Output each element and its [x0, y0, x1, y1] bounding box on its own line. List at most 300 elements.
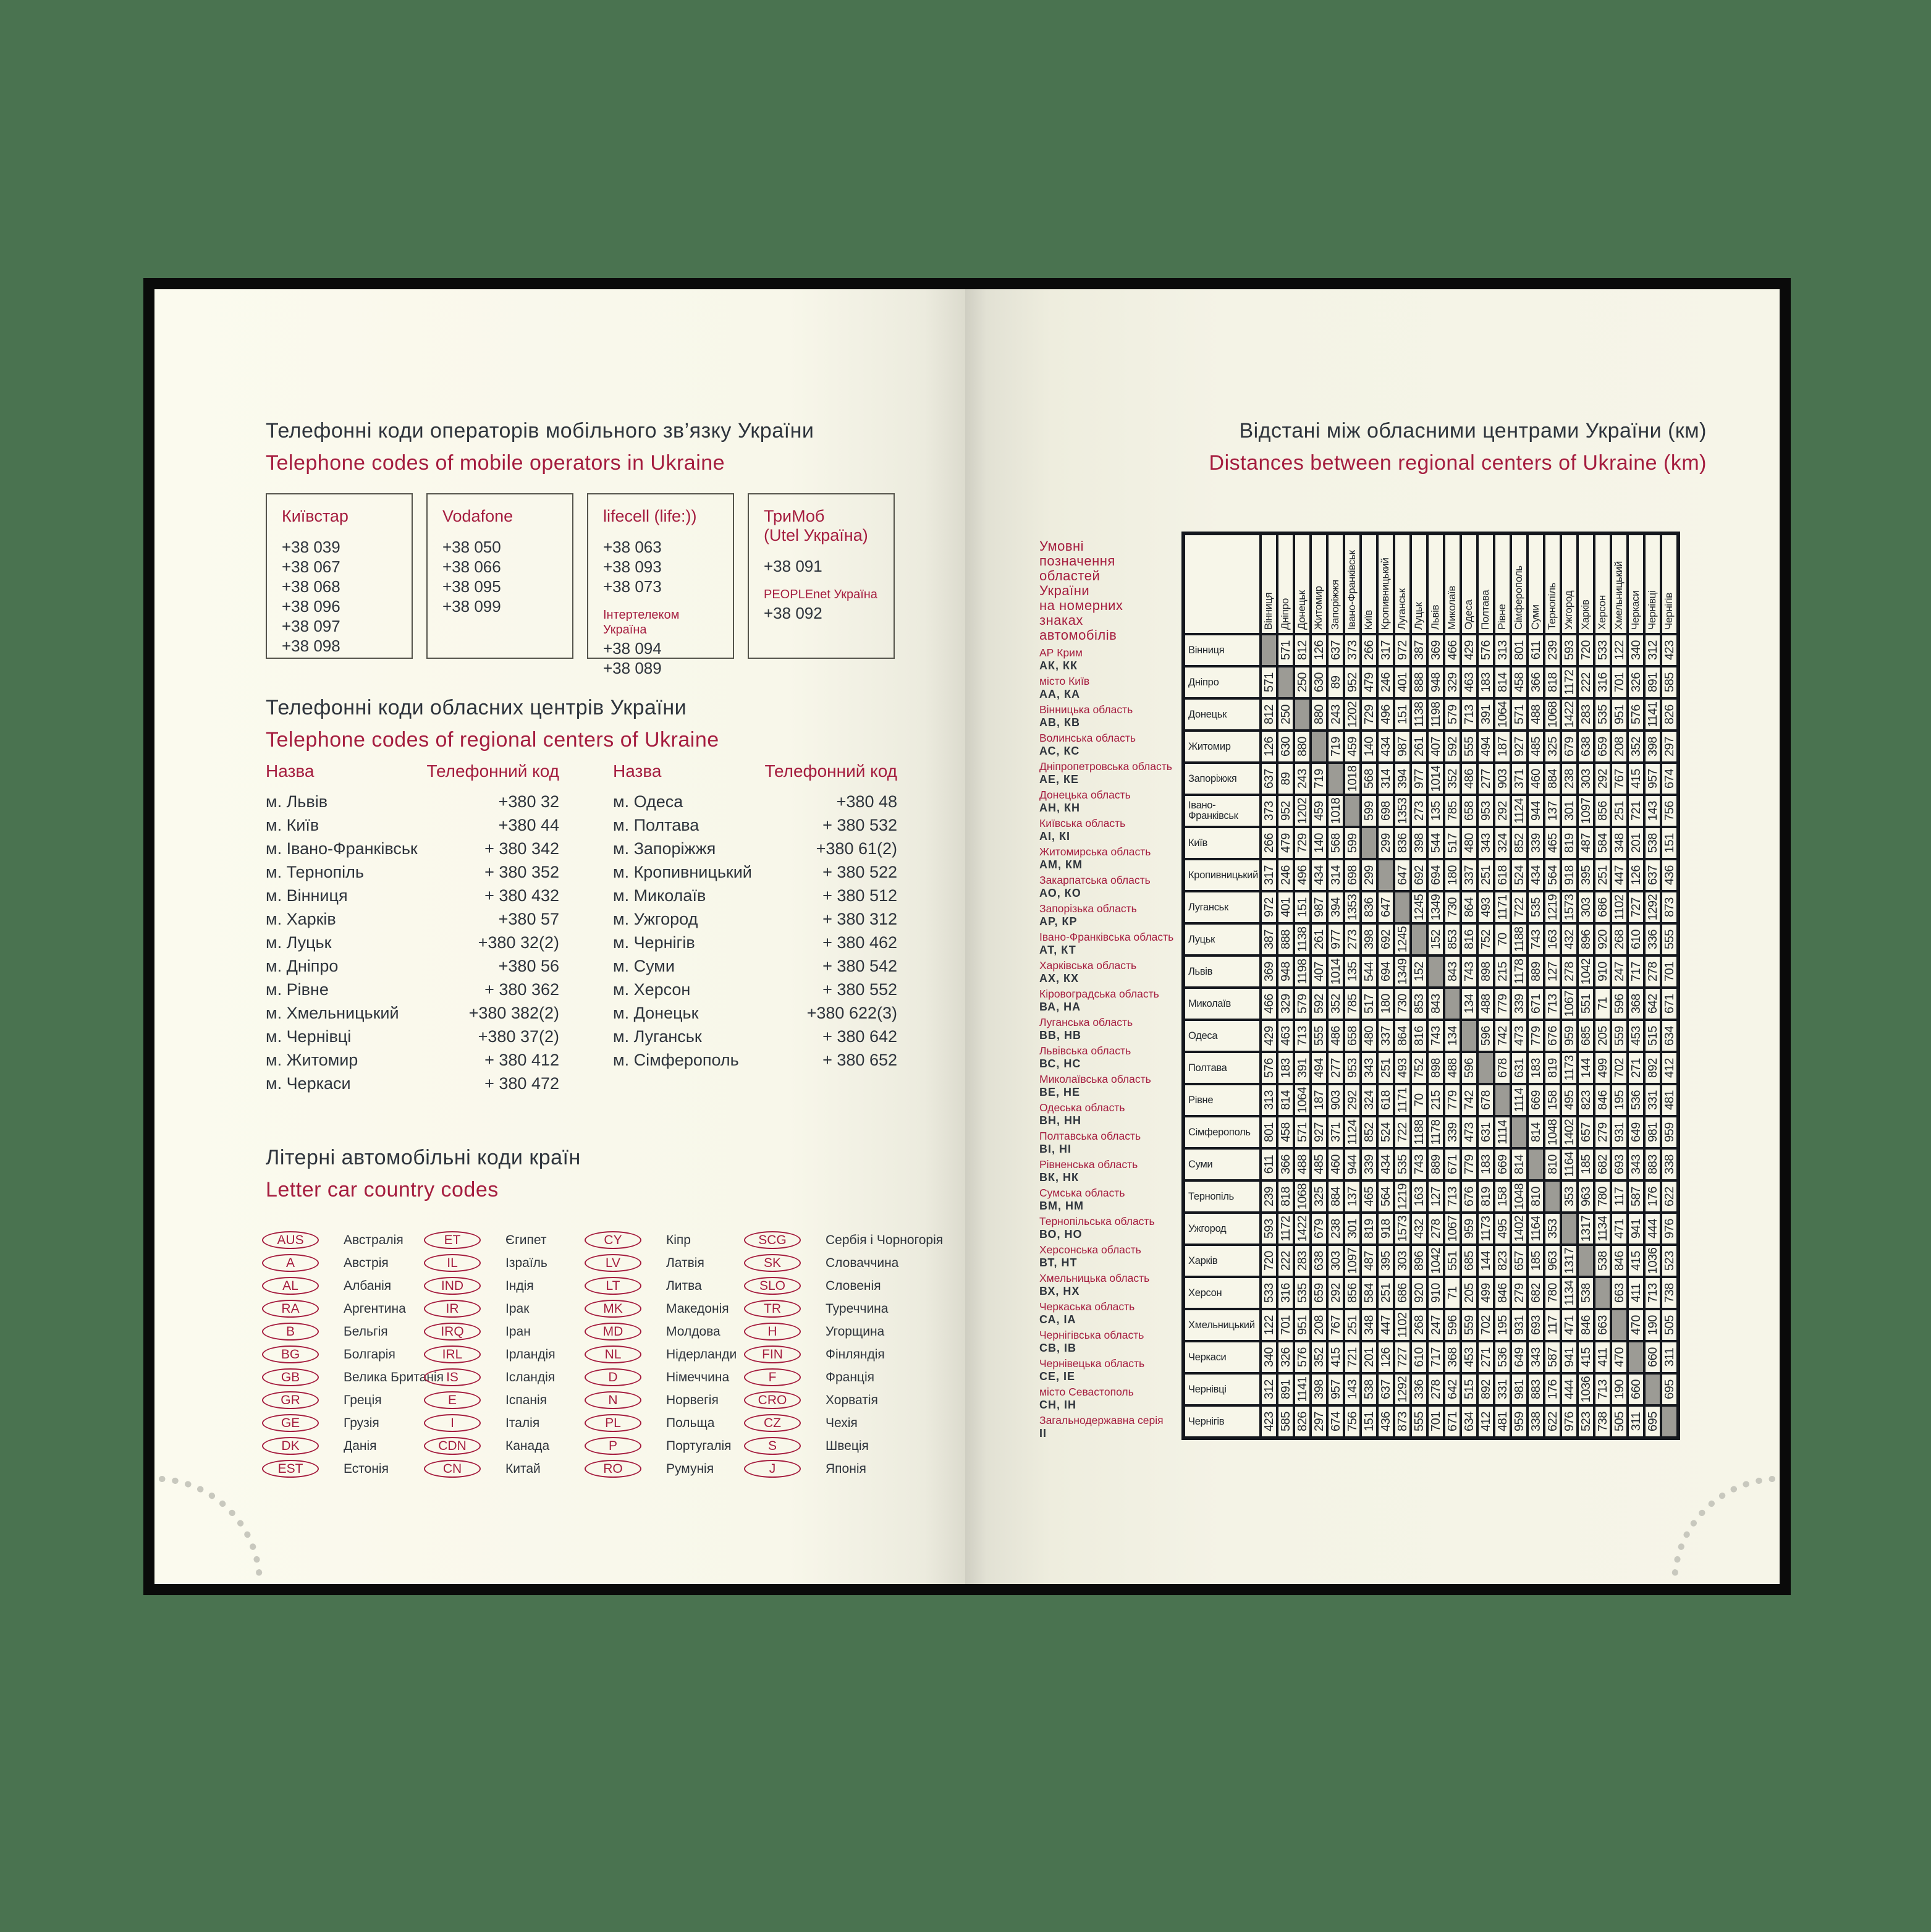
distance-cell	[1662, 1310, 1676, 1340]
distance-value: 963	[1545, 1251, 1560, 1271]
distance-value: 685	[1579, 1026, 1593, 1046]
operator-prefix: +38 068	[282, 577, 340, 596]
distance-value: 151	[1295, 897, 1309, 917]
distance-value: 722	[1512, 897, 1526, 917]
distance-value: 826	[1662, 705, 1676, 724]
distance-value: 1138	[1412, 701, 1426, 727]
car-code-row	[424, 1297, 556, 1320]
distance-value: 695	[1662, 1379, 1676, 1399]
distance-value: 1036	[1579, 1376, 1593, 1403]
car-code-row	[585, 1274, 737, 1297]
distance-value: 682	[1529, 1283, 1543, 1303]
distance-cell	[1429, 1278, 1443, 1308]
distance-cell	[1379, 635, 1393, 665]
distance-value: 329	[1445, 672, 1460, 692]
country-name: Бельгія	[344, 1324, 388, 1339]
distance-cell	[1595, 732, 1610, 761]
city-name: м. Луганськ	[613, 1027, 702, 1046]
plate-region-name: Івано-Франківська область	[1039, 931, 1174, 943]
distance-value: 892	[1646, 1058, 1660, 1078]
distance-value: 555	[1312, 1026, 1326, 1046]
distance-cell	[1662, 796, 1676, 826]
distance-cell	[1429, 1053, 1443, 1083]
plate-legend-item	[1039, 845, 1194, 874]
plate-legend-item	[1039, 1414, 1194, 1443]
distance-value: 261	[1312, 930, 1326, 949]
distance-value: 952	[1278, 801, 1293, 821]
distance-cell	[1662, 1407, 1676, 1436]
regional-code-row	[266, 1027, 559, 1051]
distance-value: 599	[1362, 801, 1376, 821]
distance-value: 126	[1262, 737, 1276, 756]
distance-cell	[1646, 635, 1660, 665]
distance-cell	[1479, 828, 1493, 858]
distance-cell	[1345, 1310, 1359, 1340]
distance-value: 353	[1562, 1187, 1576, 1206]
distance-cell	[1595, 989, 1610, 1019]
distance-value: 326	[1629, 672, 1643, 692]
distance-cell	[1595, 764, 1610, 794]
distance-cell	[1312, 925, 1326, 954]
distance-value: 538	[1646, 833, 1660, 853]
distance-value: 1573	[1395, 1215, 1409, 1242]
plate-region-codes: АХ, КХ	[1039, 972, 1079, 985]
city-code: +380 61(2)	[816, 839, 897, 858]
distance-value: 816	[1412, 1026, 1426, 1046]
distance-column-header-label: Луцьк	[1412, 602, 1424, 630]
distance-value: 126	[1379, 1347, 1393, 1367]
distance-value: 250	[1278, 705, 1293, 724]
distance-cell	[1445, 1085, 1460, 1115]
distance-cell	[1579, 828, 1593, 858]
plate-region-name: Дніпропетровська область	[1039, 760, 1172, 773]
plate-region-name: Харківська область	[1039, 959, 1137, 972]
distance-cell	[1278, 635, 1293, 665]
distance-cell	[1612, 1150, 1626, 1179]
city-code: + 380 522	[822, 863, 897, 881]
distance-cell	[1445, 1375, 1460, 1404]
country-name: Ізраїль	[505, 1255, 547, 1270]
distance-cell	[1278, 1182, 1293, 1211]
distance-value: 126	[1312, 640, 1326, 660]
distance-value: 544	[1362, 962, 1376, 981]
distance-cell	[1262, 1246, 1276, 1276]
distance-value: 70	[1412, 1093, 1426, 1107]
distance-cell	[1662, 1342, 1676, 1372]
city-code: + 380 472	[484, 1074, 559, 1093]
distance-value: 533	[1595, 640, 1610, 660]
distance-cell	[1612, 1407, 1626, 1436]
header-code: Телефонний код	[764, 761, 897, 781]
country-name: Фінляндія	[826, 1347, 885, 1362]
distance-value: 810	[1545, 1155, 1560, 1174]
distance-value: 920	[1595, 930, 1610, 949]
city-code: + 380 552	[822, 980, 897, 999]
distance-value: 487	[1579, 833, 1593, 853]
distance-value: 779	[1529, 1026, 1543, 1046]
distance-value: 856	[1345, 1283, 1359, 1303]
distance-value: 479	[1362, 672, 1376, 692]
distance-value: 352	[1312, 1347, 1326, 1367]
distance-cell	[1262, 764, 1276, 794]
plate-region-name: місто Севастополь	[1039, 1386, 1134, 1398]
distance-cell	[1362, 957, 1376, 986]
distance-value: 920	[1412, 1283, 1426, 1303]
distance-value: 852	[1512, 833, 1526, 853]
plate-region-codes: ВО, НО	[1039, 1228, 1083, 1240]
distance-value: 596	[1479, 1026, 1493, 1046]
regional-code-row	[613, 1027, 897, 1051]
distance-value: 1102	[1612, 894, 1626, 920]
plate-region-codes: ВІ, НІ	[1039, 1143, 1072, 1155]
distance-value: 743	[1529, 930, 1543, 949]
distance-cell	[1495, 667, 1510, 697]
distance-cell	[1462, 1246, 1476, 1276]
distance-cell	[1429, 1021, 1443, 1051]
distance-value: 953	[1345, 1058, 1359, 1078]
distance-cell	[1646, 732, 1660, 761]
distance-cell	[1562, 732, 1576, 761]
country-code-badge: GB	[262, 1368, 319, 1386]
distance-cell	[1462, 667, 1476, 697]
operator-title-line: ТриМоб	[764, 507, 825, 525]
country-code-badge: E	[424, 1391, 481, 1409]
distance-value: 434	[1379, 1155, 1393, 1174]
distance-value: 1402	[1562, 1119, 1576, 1146]
country-name: Естонія	[344, 1461, 389, 1476]
car-code-row	[424, 1274, 556, 1297]
distance-row-label: Житомир	[1185, 732, 1259, 761]
distance-column-header-label: Луганськ	[1395, 588, 1408, 630]
distance-cell	[1529, 860, 1543, 890]
distance-row-label: Вінниця	[1185, 635, 1259, 665]
plate-region-codes: ВМ, НМ	[1039, 1200, 1084, 1212]
distance-table-corner	[1185, 535, 1259, 633]
distance-cell	[1662, 925, 1676, 954]
distance-cell	[1479, 1375, 1493, 1404]
distance-cell	[1429, 828, 1443, 858]
distance-cell	[1512, 925, 1526, 954]
distance-cell	[1395, 892, 1409, 922]
distance-value: 278	[1429, 1219, 1443, 1239]
distance-cell	[1278, 828, 1293, 858]
plate-region-codes: ВЕ, НЕ	[1039, 1086, 1081, 1098]
country-code-badge: IRQ	[424, 1323, 481, 1341]
distance-cell	[1429, 700, 1443, 729]
plate-region-name: Кіровоградська область	[1039, 988, 1159, 1000]
plate-legend-item	[1039, 1244, 1194, 1272]
distance-cell	[1362, 1310, 1376, 1340]
operator-sub-brand: PEOPLEnet Україна	[764, 588, 877, 601]
distance-cell	[1512, 892, 1526, 922]
regional-code-row	[266, 839, 559, 863]
distance-value: 903	[1495, 769, 1510, 789]
distance-value: 814	[1278, 1090, 1293, 1110]
distance-value: 434	[1529, 865, 1543, 885]
distance-cell	[1512, 1085, 1526, 1115]
distance-value: 486	[1329, 1026, 1343, 1046]
distance-cell	[1445, 667, 1460, 697]
distance-cell	[1445, 860, 1460, 890]
distance-column-header	[1629, 535, 1643, 633]
city-name: м. Черкаси	[266, 1074, 351, 1093]
distance-value: 89	[1278, 772, 1293, 786]
distance-cell	[1479, 892, 1493, 922]
distance-cell	[1312, 1117, 1326, 1147]
distance-cell	[1529, 796, 1543, 826]
distance-cell	[1595, 1021, 1610, 1051]
distance-cell	[1579, 1407, 1593, 1436]
distance-value: 1064	[1495, 701, 1510, 728]
distance-value: 496	[1379, 705, 1393, 724]
distance-cell	[1529, 635, 1543, 665]
distance-value: 671	[1529, 994, 1543, 1014]
distance-value: 317	[1379, 640, 1393, 660]
distance-value: 843	[1429, 994, 1443, 1014]
distance-value: 311	[1662, 1347, 1676, 1367]
distance-value: 411	[1629, 1283, 1643, 1303]
distance-cell	[1629, 957, 1643, 986]
distance-cell	[1529, 1310, 1543, 1340]
distance-value: 1042	[1579, 958, 1593, 985]
distance-cell	[1262, 732, 1276, 761]
distance-cell	[1579, 957, 1593, 986]
distance-value: 571	[1278, 640, 1293, 660]
distance-value: 743	[1429, 1026, 1443, 1046]
distance-value: 584	[1595, 833, 1610, 853]
car-code-row	[744, 1343, 943, 1366]
distance-value: 517	[1362, 994, 1376, 1014]
distance-row-label: Кропивницький	[1185, 860, 1259, 890]
distance-column-header	[1562, 535, 1576, 633]
car-code-row	[262, 1320, 444, 1343]
distance-value: 303	[1329, 1251, 1343, 1271]
distance-cell	[1295, 1246, 1309, 1276]
distance-value: 682	[1595, 1155, 1610, 1174]
distance-cell	[1646, 1310, 1660, 1340]
distance-value: 686	[1595, 897, 1610, 917]
header-code: Телефонний код	[426, 761, 559, 781]
distance-value: 303	[1579, 769, 1593, 789]
distance-cell	[1646, 1085, 1660, 1115]
distance-cell	[1395, 635, 1409, 665]
distance-value: 767	[1612, 769, 1626, 789]
car-code-row	[585, 1229, 737, 1252]
distance-cell	[1295, 1375, 1309, 1404]
distance-value: 1124	[1345, 1119, 1359, 1145]
distance-value: 1067	[1445, 1215, 1460, 1242]
distance-cell	[1329, 764, 1343, 794]
distance-cell	[1495, 796, 1510, 826]
plate-region-codes: СЕ, ІЕ	[1039, 1370, 1076, 1383]
distance-value: 1068	[1295, 1183, 1309, 1210]
distance-value: 523	[1579, 1412, 1593, 1431]
distance-value: 127	[1545, 962, 1560, 981]
distance-cell	[1329, 1214, 1343, 1244]
distance-value: 1353	[1395, 797, 1409, 824]
plate-region-codes: АН, КН	[1039, 802, 1080, 814]
car-code-row	[585, 1320, 737, 1343]
distance-value: 564	[1545, 865, 1560, 885]
plate-region-name: Київська область	[1039, 817, 1126, 829]
distance-cell	[1429, 1214, 1443, 1244]
distance-value: 201	[1362, 1347, 1376, 1367]
distance-cell	[1362, 1150, 1376, 1179]
city-code: +380 44	[498, 816, 559, 834]
distance-cell	[1462, 1182, 1476, 1211]
distance-value: 460	[1329, 1155, 1343, 1174]
plate-legend-item	[1039, 874, 1194, 902]
distance-value: 247	[1612, 962, 1626, 981]
distance-value: 752	[1479, 930, 1493, 949]
distance-cell	[1612, 1310, 1626, 1340]
distance-cell	[1646, 700, 1660, 729]
distance-value: 352	[1629, 737, 1643, 756]
distance-cell	[1629, 860, 1643, 890]
operator-prefix: +38 094	[603, 639, 662, 658]
distance-value: 630	[1312, 672, 1326, 692]
plate-region-codes: АМ, КМ	[1039, 858, 1083, 871]
distance-value: 535	[1295, 1283, 1309, 1303]
country-name: Німеччина	[666, 1370, 730, 1384]
distance-value: 717	[1629, 962, 1643, 981]
distance-cell	[1379, 828, 1393, 858]
distance-value: 721	[1345, 1347, 1359, 1367]
distance-cell	[1462, 1053, 1476, 1083]
distance-cell	[1629, 828, 1643, 858]
distance-value: 576	[1629, 705, 1643, 724]
distance-value: 630	[1278, 737, 1293, 756]
distance-cell	[1462, 892, 1476, 922]
distance-value: 637	[1262, 769, 1276, 789]
distance-value: 292	[1345, 1090, 1359, 1110]
plate-legend-item	[1039, 1329, 1194, 1357]
distance-cell	[1612, 667, 1626, 697]
distance-cell	[1295, 1117, 1309, 1147]
distance-value: 883	[1529, 1379, 1543, 1399]
distance-value: 278	[1646, 962, 1660, 981]
country-code-badge: AUS	[262, 1231, 319, 1249]
distance-value: 717	[1429, 1347, 1443, 1367]
distance-value: 896	[1579, 930, 1593, 949]
distance-cell	[1429, 925, 1443, 954]
distance-cell	[1278, 796, 1293, 826]
distance-cell	[1512, 764, 1526, 794]
distance-value: 889	[1429, 1155, 1443, 1174]
distance-value: 584	[1362, 1283, 1376, 1303]
distance-value: 730	[1445, 897, 1460, 917]
country-name: Японія	[826, 1461, 866, 1476]
distance-cell	[1579, 796, 1593, 826]
distance-cell	[1512, 828, 1526, 858]
country-code-badge: SCG	[744, 1231, 801, 1249]
distance-cell	[1345, 1214, 1359, 1244]
distance-value: 488	[1479, 994, 1493, 1014]
distance-value: 576	[1262, 1058, 1276, 1078]
distance-column-header-label: Херсон	[1595, 595, 1608, 630]
car-code-row	[424, 1252, 556, 1274]
operator-title	[282, 507, 397, 526]
distance-value: 742	[1462, 1090, 1476, 1110]
distance-value: 485	[1312, 1155, 1326, 1174]
distance-cell	[1329, 1310, 1343, 1340]
distance-cell	[1278, 1342, 1293, 1372]
country-name: Португалія	[666, 1438, 732, 1453]
distance-value: 810	[1529, 1187, 1543, 1206]
distance-cell	[1312, 1053, 1326, 1083]
distance-cell	[1545, 1182, 1560, 1211]
city-name: м. Суми	[613, 957, 675, 975]
distance-column-header	[1479, 535, 1493, 633]
car-code-row	[744, 1229, 943, 1252]
distance-cell	[1429, 892, 1443, 922]
distance-cell	[1562, 957, 1576, 986]
distance-cell	[1329, 1182, 1343, 1211]
distance-value: 559	[1612, 1026, 1626, 1046]
distance-cell	[1412, 1150, 1426, 1179]
distance-value: 701	[1278, 1315, 1293, 1335]
distance-value: 596	[1445, 1315, 1460, 1335]
distance-cell	[1662, 1278, 1676, 1308]
distance-value: 394	[1395, 769, 1409, 789]
distance-cell	[1562, 1310, 1576, 1340]
car-codes-column-2	[424, 1229, 556, 1480]
distance-cell	[1462, 1214, 1476, 1244]
distance-value: 927	[1312, 1122, 1326, 1142]
operator-prefix: +38 050	[442, 538, 501, 556]
country-code-badge: IS	[424, 1368, 481, 1386]
plate-legend-item	[1039, 732, 1194, 760]
car-code-row	[744, 1434, 943, 1457]
distance-cell	[1629, 1182, 1643, 1211]
distance-cell	[1595, 1053, 1610, 1083]
distance-row-label: Дніпро	[1185, 667, 1259, 697]
distance-value: 486	[1462, 769, 1476, 789]
distance-value: 587	[1545, 1347, 1560, 1367]
operator-number-group	[764, 587, 879, 623]
distance-cell	[1479, 667, 1493, 697]
distance-cell	[1545, 860, 1560, 890]
distance-cell	[1379, 1085, 1393, 1115]
plate-region-codes: СА, ІА	[1039, 1313, 1076, 1326]
distance-cell	[1462, 957, 1476, 986]
distance-value: 873	[1395, 1412, 1409, 1431]
distance-value: 337	[1379, 1026, 1393, 1046]
distance-cell	[1412, 989, 1426, 1019]
city-code: +380 57	[498, 910, 559, 928]
car-code-row	[262, 1297, 444, 1320]
plate-region-name: Черкаська область	[1039, 1300, 1135, 1313]
country-name: Албанія	[344, 1278, 392, 1293]
distance-value: 415	[1629, 1251, 1643, 1271]
distance-value: 71	[1445, 1286, 1460, 1300]
regional-codes-header	[613, 761, 897, 781]
distance-value: 559	[1462, 1315, 1476, 1335]
distance-value: 434	[1312, 865, 1326, 885]
distance-value: 533	[1262, 1283, 1276, 1303]
distance-value: 819	[1545, 1058, 1560, 1078]
distance-cell	[1612, 1342, 1626, 1372]
distance-value: 185	[1529, 1251, 1543, 1271]
country-code-badge: LV	[585, 1254, 641, 1272]
distance-value: 977	[1329, 930, 1343, 949]
distance-cell	[1529, 1375, 1543, 1404]
distance-value: 183	[1479, 1155, 1493, 1174]
distance-value: 743	[1412, 1155, 1426, 1174]
distance-cell	[1579, 732, 1593, 761]
distance-cell	[1362, 1021, 1376, 1051]
distance-value: 339	[1445, 1122, 1460, 1142]
